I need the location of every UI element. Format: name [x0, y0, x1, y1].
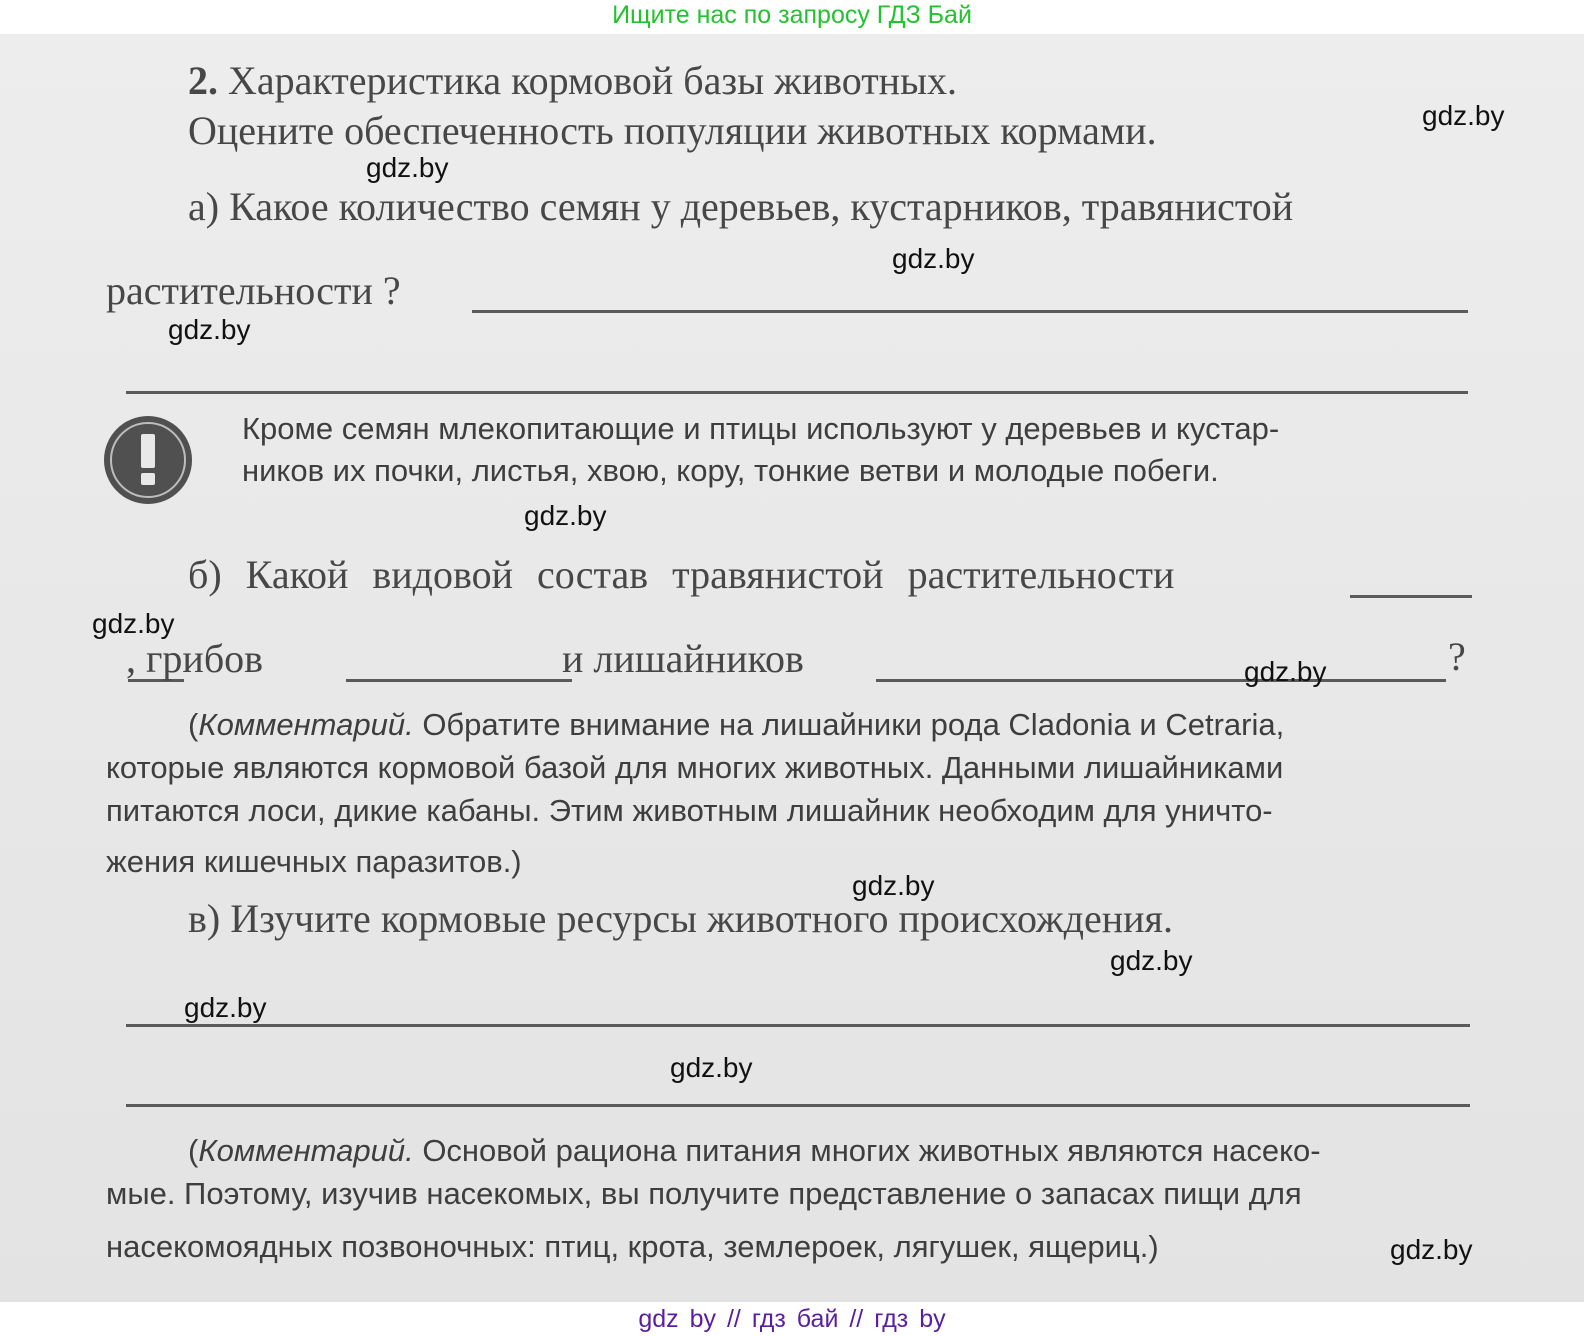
question-b-part3: и лишайников	[562, 636, 804, 681]
question-a-line2: растительности ?	[106, 268, 401, 313]
watermark: gdz.by	[92, 608, 175, 639]
comment-2-line1: (Комментарий. Основой рациона питания многих животных являются насеко-	[188, 1133, 1321, 1168]
question-b-line1: б) Какой видовой состав травянистой растительности	[188, 552, 1175, 597]
answer-blank-a1[interactable]	[472, 310, 1468, 313]
question-a-line1: а) Какое количество семян у деревьев, кустарников, травянистой	[188, 184, 1294, 229]
comment-1-line2: которые являются кормовой базой для многих животных. Данными лишайниками	[106, 750, 1284, 785]
comment-1-line1: (Комментарий. Обратите внимание на лишайники рода Cladonia и Cetraria,	[188, 707, 1285, 742]
watermark: gdz.by	[366, 152, 449, 183]
watermark: gdz.by	[1422, 100, 1505, 131]
note-line1: Кроме семян млекопитающие и птицы используют у деревьев и кустар-	[242, 411, 1280, 446]
comment-label: Комментарий.	[198, 1133, 414, 1168]
comment-2-line3: насекомоядных позвоночных: птиц, крота, землероек, лягушек, ящериц.)	[106, 1229, 1159, 1264]
task-heading	[188, 58, 957, 104]
comment-2-line2: мые. Поэтому, изучив насекомых, вы получите представление о запасах пищи для	[106, 1176, 1302, 1211]
task-number: 2.	[188, 58, 218, 103]
watermark: gdz.by	[524, 500, 607, 531]
question-b-end: ?	[1448, 634, 1466, 679]
exclamation-icon	[104, 416, 192, 504]
task-subtitle: Оцените обеспеченность популяции животных кормами.	[188, 108, 1157, 153]
watermark: gdz.by	[1244, 656, 1327, 687]
watermark: gdz.by	[1110, 945, 1193, 976]
answer-blank-c2[interactable]	[126, 1104, 1470, 1107]
answer-blank-b1[interactable]	[1350, 595, 1472, 598]
watermark: gdz.by	[168, 314, 251, 345]
answer-blank-c1[interactable]	[126, 1024, 1470, 1027]
comment-1-line3: питаются лоси, дикие кабаны. Этим животным лишайник необходим для уничто-	[106, 793, 1273, 828]
task-title: Характеристика кормовой базы животных.	[228, 58, 957, 103]
comment-label: Комментарий.	[198, 707, 414, 742]
watermark: gdz.by	[184, 992, 267, 1023]
comment-1-line4: жения кишечных паразитов.)	[106, 844, 522, 879]
question-c-line1: в) Изучите кормовые ресурсы животного происхождения.	[188, 896, 1173, 941]
answer-blank-b3[interactable]	[346, 679, 572, 682]
top-banner: Ищите нас по запросу ГДЗ Бай	[612, 1, 972, 29]
watermark: gdz.by	[892, 243, 975, 274]
watermark: gdz.by	[852, 870, 935, 901]
textbook-page	[0, 34, 1584, 1302]
answer-blank-b4[interactable]	[876, 679, 1446, 682]
note-line2: ников их почки, листья, хвою, кору, тонкие ветви и молодые побеги.	[242, 453, 1219, 488]
watermark: gdz.by	[1390, 1234, 1473, 1265]
question-b-part2: , грибов	[126, 636, 264, 681]
answer-blank-a2[interactable]	[126, 391, 1468, 394]
watermark: gdz.by	[670, 1052, 753, 1083]
bottom-banner: gdz by // гдз бай // гдз by	[638, 1305, 946, 1333]
